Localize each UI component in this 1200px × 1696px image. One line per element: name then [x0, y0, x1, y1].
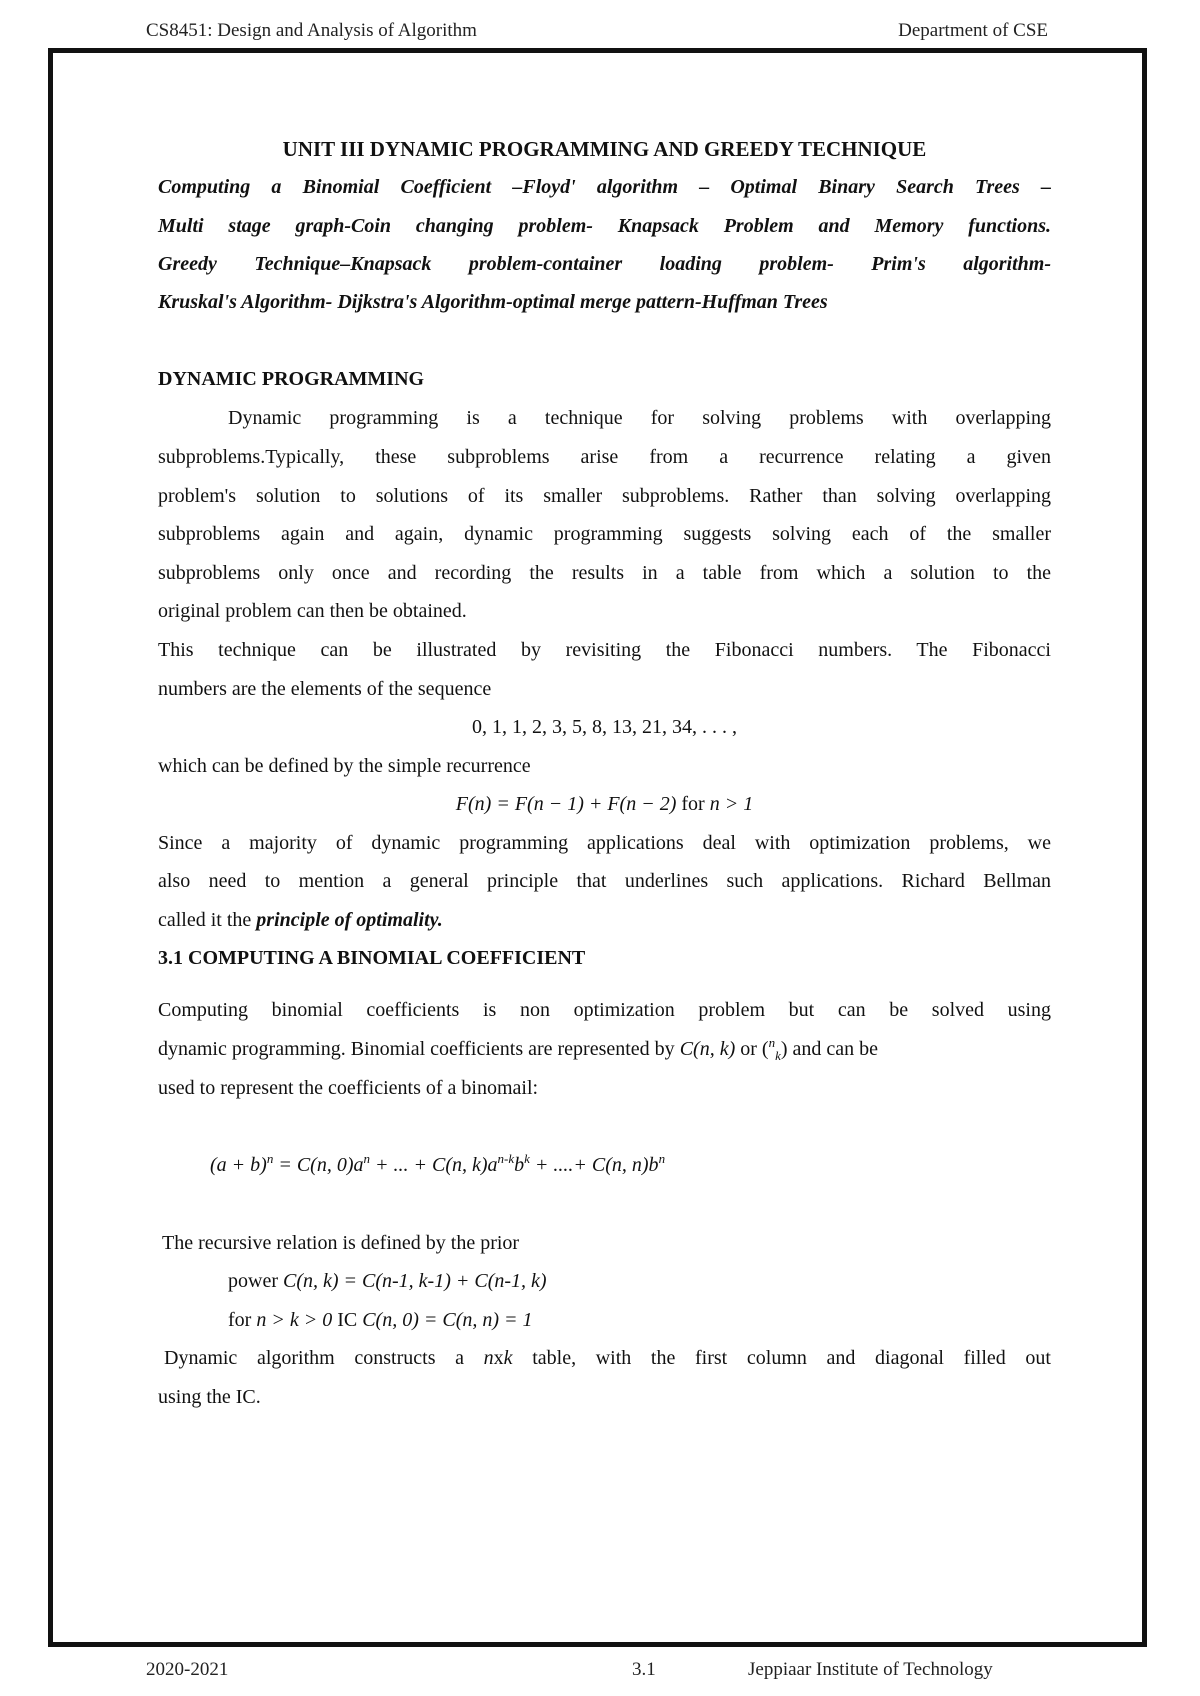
- table-n: n: [483, 1347, 494, 1369]
- binomial-k: k: [775, 1048, 781, 1063]
- recurrence-for: for: [676, 793, 710, 815]
- paragraph-line: problem's solution to solutions of its smaller subproblems. Rather than solving overlapping: [158, 485, 1051, 507]
- relation-formula: C(n, k) = C(n-1, k-1) + C(n-1, k): [282, 1270, 547, 1292]
- paragraph-line: subproblems only once and recording the results in a table from which a solution to the: [158, 562, 1051, 584]
- paragraph-line: [158, 1037, 1051, 1061]
- paragraph-text: table, with the first column and diagonal filled out: [512, 1347, 1051, 1369]
- footer-institute: Jeppiaar Institute of Technology: [748, 1659, 993, 1680]
- recurrence-condition: n > 1: [709, 793, 754, 815]
- paragraph-line: subproblems.Typically, these subproblems arise from a recurrence relating a given: [158, 446, 1051, 468]
- unit-topics-line: Greedy Technique–Knapsack problem-container loading problem- Prim's algorithm-: [158, 253, 1051, 275]
- unit-topics-line: Kruskal's Algorithm- Dijkstra's Algorithm-optimal merge pattern-Huffman Trees: [158, 291, 828, 313]
- formula-part: b: [514, 1154, 525, 1176]
- formula-sup: n: [363, 1151, 370, 1166]
- unit-title: UNIT III DYNAMIC PROGRAMMING AND GREEDY TECHNIQUE: [282, 137, 927, 161]
- paragraph-text: Dynamic programming is a technique for solving problems with overlapping: [228, 407, 1051, 429]
- formula-sup: n-k: [497, 1151, 515, 1166]
- paragraph-line: [164, 1346, 1051, 1370]
- formula-part: = C(n, 0)a: [273, 1154, 364, 1176]
- table-k: k: [503, 1347, 513, 1369]
- paragraph-line: Since a majority of dynamic programming applications deal with optimization problems, we: [158, 832, 1051, 854]
- binomial-n: n: [768, 1035, 776, 1050]
- paragraph-line: subproblems again and again, dynamic programming suggests solving each of the smaller: [158, 523, 1051, 545]
- binomial-formula: [210, 1153, 665, 1177]
- unit-topics-line: Computing a Binomial Coefficient –Floyd' algorithm – Optimal Binary Search Trees –: [158, 176, 1051, 198]
- footer-year: 2020-2021: [146, 1659, 229, 1680]
- formula-part: + ....+ C(n, n)b: [529, 1154, 659, 1176]
- paragraph-line: This technique can be illustrated by revisiting the Fibonacci numbers. The Fibonacci: [158, 639, 1051, 661]
- recursive-condition: [228, 1308, 533, 1332]
- paragraph-text-wrap: [164, 1346, 1051, 1370]
- paragraph-text: for: [228, 1309, 257, 1331]
- initial-condition-formula: C(n, 0) = C(n, n) = 1: [362, 1309, 533, 1331]
- paragraph-text: IC: [332, 1309, 363, 1331]
- section-heading-binomial: 3.1 COMPUTING A BINOMIAL COEFFICIENT: [158, 947, 586, 969]
- paragraph-text: or (: [735, 1038, 769, 1060]
- paragraph-text: power: [228, 1270, 283, 1292]
- paragraph-line: used to represent the coefficients of a binomail:: [158, 1077, 539, 1099]
- paragraph-text: Dynamic algorithm constructs a: [164, 1347, 484, 1369]
- recursive-relation: [228, 1269, 547, 1293]
- fibonacci-sequence: 0, 1, 1, 2, 3, 5, 8, 13, 21, 34, . . . ,: [472, 716, 737, 738]
- paragraph-text: ) and can be: [780, 1038, 879, 1060]
- paragraph-line: [158, 908, 443, 932]
- paragraph-line: which can be defined by the simple recurrence: [158, 755, 531, 777]
- unit-topics-line: Multi stage graph-Coin changing problem- Knapsack Problem and Memory functions.: [158, 215, 1051, 237]
- principle-of-optimality: principle of optimality.: [256, 909, 443, 931]
- header-course: CS8451: Design and Analysis of Algorithm: [146, 20, 477, 41]
- paragraph-text: dynamic programming. Binomial coefficients are represented by: [158, 1038, 680, 1060]
- paragraph-text: called it the: [158, 909, 257, 931]
- paragraph-line: numbers are the elements of the sequence: [158, 678, 492, 700]
- recurrence-formula: F(n) = F(n − 1) + F(n − 2): [455, 793, 677, 815]
- paragraph-line: also need to mention a general principle that underlines such applications. Richard Bellman: [158, 870, 1051, 892]
- table-x: x: [493, 1347, 504, 1369]
- binomial-c: C: [679, 1038, 694, 1060]
- formula-sup: k: [524, 1151, 530, 1166]
- header-department: Department of CSE: [898, 20, 1048, 41]
- paragraph-line: Computing binomial coefficients is non optimization problem but can be solved using: [158, 999, 1051, 1021]
- paragraph-line: The recursive relation is defined by the prior: [162, 1232, 520, 1254]
- paragraph-line: original problem can then be obtained.: [158, 600, 467, 622]
- formula-sup: n: [658, 1151, 666, 1166]
- fibonacci-recurrence: [158, 792, 1051, 816]
- formula-part: (a + b): [210, 1154, 267, 1176]
- footer-page-number: 3.1: [632, 1659, 656, 1680]
- paragraph-line: using the IC.: [158, 1386, 261, 1408]
- formula-part: + ... + C(n, k)a: [369, 1154, 498, 1176]
- paragraph-line: [228, 406, 1051, 430]
- condition-formula: n > k > 0: [256, 1309, 333, 1331]
- section-heading-dp: DYNAMIC PROGRAMMING: [158, 368, 425, 390]
- formula-sup: n: [266, 1151, 274, 1166]
- binomial-args: (n, k): [693, 1038, 736, 1060]
